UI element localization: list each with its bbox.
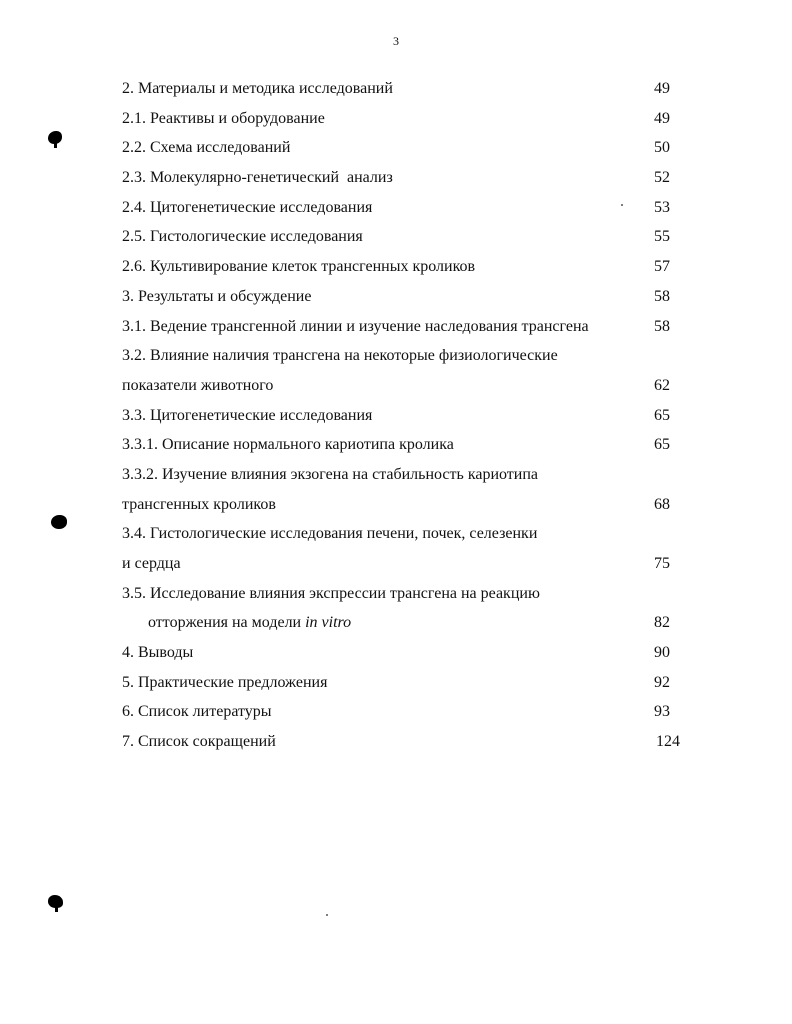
toc-entry-title: 3.2. Влияние наличия трансгена на некоторые физиологические <box>122 347 558 365</box>
toc-entry-title: 6. Список литературы <box>122 703 272 721</box>
ink-blot <box>48 895 63 908</box>
toc-entry-page: 90 <box>654 644 670 662</box>
toc-entry <box>0 638 792 668</box>
toc-entry-title-text: отторжения на модели <box>148 614 306 632</box>
toc-entry-title: 2. Материалы и методика исследований <box>122 80 393 97</box>
toc-entry-title: 2.2. Схема исследований <box>122 139 291 157</box>
toc-entry-title-italic: in vitro <box>305 614 352 632</box>
toc-entry <box>0 163 792 193</box>
toc-entry-page: 57 <box>654 258 670 276</box>
toc-entry <box>0 282 792 312</box>
toc-entry <box>0 727 792 757</box>
toc-entry <box>0 519 792 549</box>
toc-entry-page: 93 <box>654 703 670 721</box>
toc-entry <box>0 697 792 727</box>
toc-entry-title: 2.4. Цитогенетические исследования <box>122 198 373 216</box>
toc-entry <box>0 104 792 134</box>
toc-entry-page: 50 <box>654 139 670 157</box>
toc-entry-title: 3.3.1. Описание нормального кариотипа кролика <box>122 436 454 454</box>
toc-entry <box>0 549 792 579</box>
toc-entry-page: 58 <box>654 317 670 335</box>
table-of-contents <box>0 74 792 757</box>
toc-entry <box>0 133 792 163</box>
toc-entry-title: 7. Список сокращений <box>122 733 276 751</box>
toc-entry <box>0 371 792 401</box>
toc-entry-title: 3.4. Гистологические исследования печени, почек, селезенки <box>122 525 538 543</box>
toc-entry-title: 3. Результаты и обсуждение <box>122 287 312 305</box>
toc-entry-title: 3.3.2. Изучение влияния экзогена на стабильность кариотипа <box>122 465 539 483</box>
toc-entry-page: 68 <box>654 495 670 513</box>
toc-entry-title: и сердца <box>122 555 181 572</box>
toc-entry-page: 49 <box>654 80 670 97</box>
toc-entry-page: 52 <box>654 169 670 187</box>
toc-entry-page: 124 <box>656 733 680 751</box>
toc-entry <box>0 74 792 104</box>
toc-entry-title: показатели животного <box>122 376 274 394</box>
toc-entry-title: 3.1. Ведение трансгенной линии и изучение наследования трансгена <box>122 317 589 335</box>
toc-entry-page: 55 <box>654 228 670 246</box>
toc-entry <box>0 608 792 638</box>
toc-entry-page: 65 <box>654 436 670 454</box>
toc-entry-title: 4. Выводы <box>122 644 194 662</box>
toc-entry-title: 2.6. Культивирование клеток трансгенных кроликов <box>122 258 476 276</box>
toc-entry-title <box>148 608 351 638</box>
toc-entry <box>0 341 792 371</box>
toc-entry-title: 3.5. Исследование влияния экспрессии трансгена на реакцию <box>122 584 540 602</box>
toc-entry-title: 2.1. Реактивы и оборудование <box>122 109 325 127</box>
toc-entry-page: 75 <box>654 555 670 572</box>
toc-entry-title: трансгенных кроликов <box>122 495 276 513</box>
toc-entry-page: 58 <box>654 287 670 305</box>
toc-entry-title: 3.3. Цитогенетические исследования <box>122 406 373 424</box>
toc-entry-title: 2.3. Молекулярно-генетический анализ <box>122 169 393 187</box>
toc-entry-page: 92 <box>654 673 670 691</box>
toc-entry <box>0 401 792 431</box>
toc-entry <box>0 312 792 342</box>
toc-entry-page: 53 <box>654 198 670 216</box>
toc-entry <box>0 490 792 520</box>
toc-entry-page: 82 <box>654 614 670 632</box>
toc-entry <box>0 222 792 252</box>
toc-entry-title: 2.5. Гистологические исследования <box>122 228 363 246</box>
toc-entry <box>0 668 792 698</box>
toc-entry <box>0 430 792 460</box>
toc-entry-page: 49 <box>654 109 670 127</box>
ink-speck <box>326 914 328 916</box>
page-number: 3 <box>393 34 399 48</box>
toc-entry <box>0 579 792 609</box>
toc-entry <box>0 193 792 223</box>
toc-entry-title: 5. Практические предложения <box>122 673 328 691</box>
toc-entry-page: 65 <box>654 406 670 424</box>
toc-entry <box>0 252 792 282</box>
toc-entry <box>0 460 792 490</box>
toc-entry-page: 62 <box>654 376 670 394</box>
